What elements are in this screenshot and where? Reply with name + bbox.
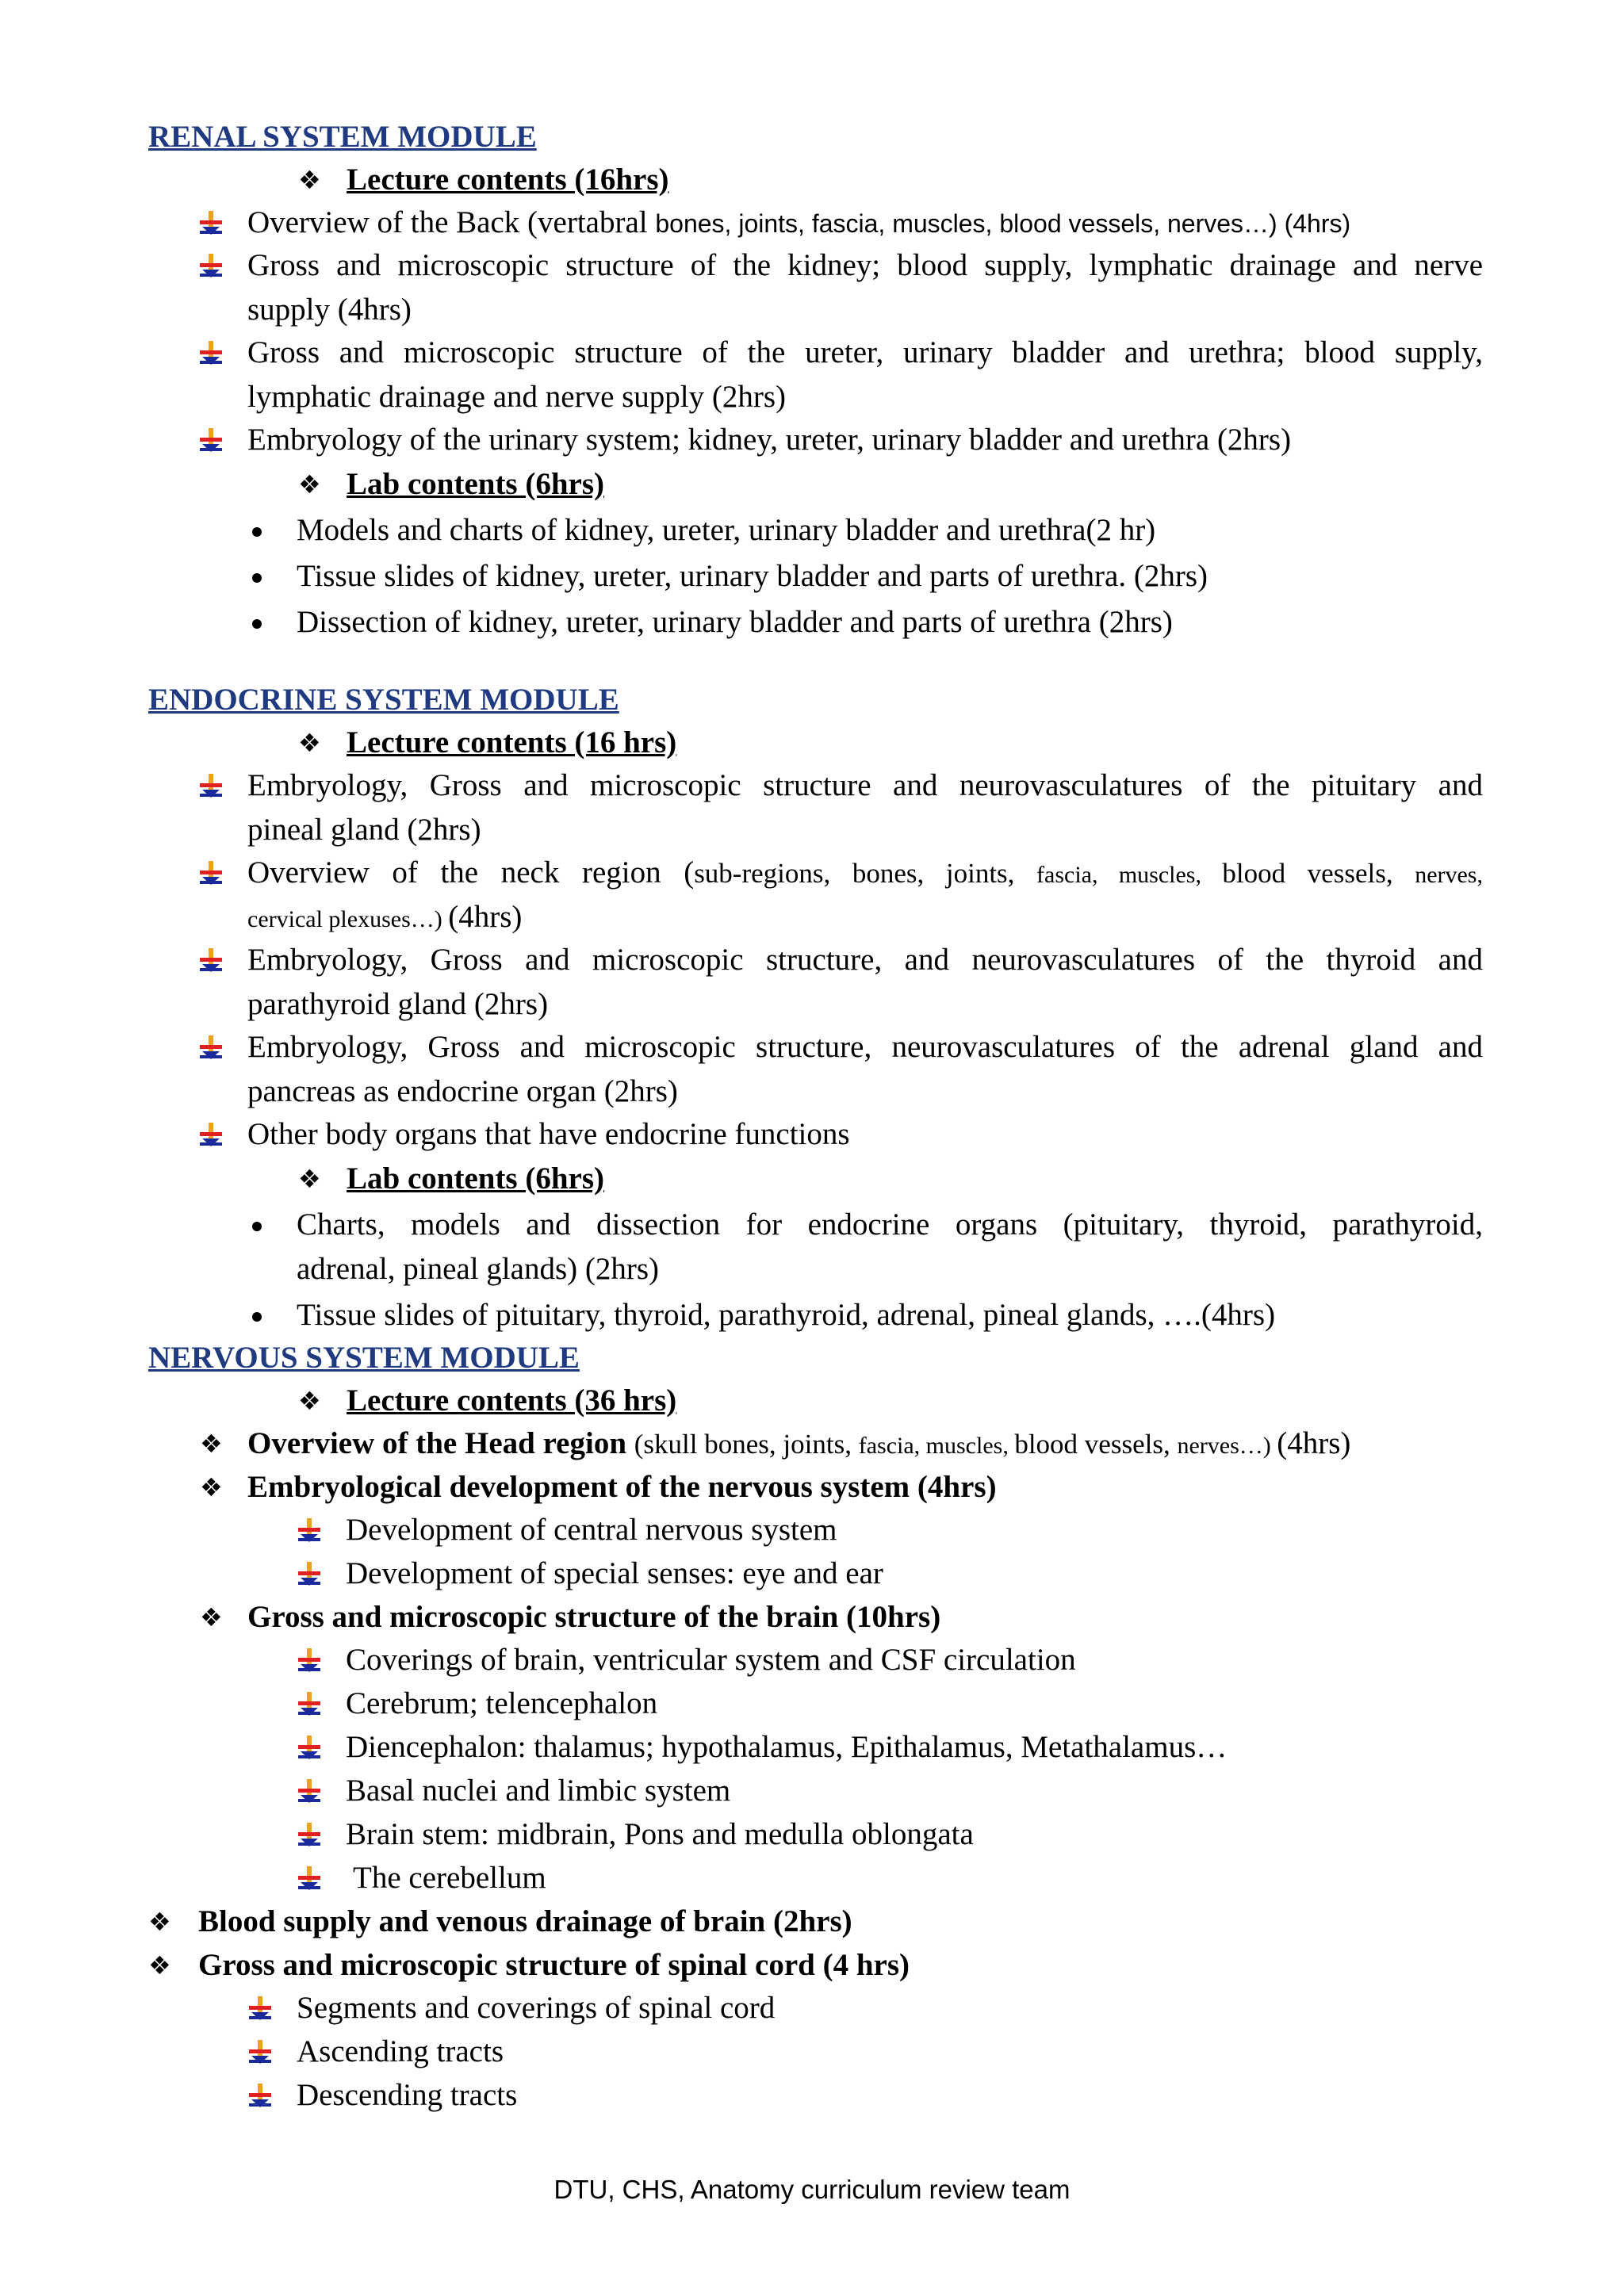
nervous-head-overview: Overview of the Head region (skull bones, joints, fascia, muscles, blood vessels, nerves…) (4hrs): [247, 1426, 1351, 1460]
endocrine-item-3-line2: parathyroid gland (2hrs): [247, 987, 549, 1021]
renal-item-4: Embryology of the urinary system; kidney, ureter, urinary bladder and urethra (2hrs): [247, 423, 1292, 457]
bullet-dot: [252, 1222, 262, 1231]
endocrine-item-5: Other body organs that have endocrine functions: [247, 1117, 850, 1151]
renal-item-2-line1: Gross and microscopic structure of the kidney; blood supply, lymphatic drainage and nerve: [247, 248, 1483, 282]
diamond-icon: ❖: [298, 1386, 321, 1416]
arrow-bullet-icon: [249, 2084, 271, 2107]
endocrine-lecture-heading: Lecture contents (16 hrs): [347, 725, 677, 760]
nervous-embryo-item-2: Development of special senses: eye and ear: [346, 1556, 883, 1590]
diamond-icon: ❖: [200, 1429, 223, 1459]
arrow-bullet-icon: [200, 1035, 222, 1059]
endocrine-lab-item-2: Tissue slides of pituitary, thyroid, parathyroid, adrenal, pineal glands, ….(4hrs): [297, 1298, 1276, 1332]
diamond-icon: ❖: [148, 1907, 171, 1937]
nervous-brain-heading: Gross and microscopic structure of the brain (10hrs): [247, 1600, 941, 1634]
endocrine-item-1-line2: pineal gland (2hrs): [247, 813, 481, 847]
renal-lab-item-1: Models and charts of kidney, ureter, urinary bladder and urethra(2 hr): [297, 513, 1156, 547]
nervous-spinal-item-3: Descending tracts: [297, 2078, 518, 2112]
nervous-lecture-heading: Lecture contents (36 hrs): [347, 1383, 677, 1418]
nervous-spinal-item-1: Segments and coverings of spinal cord: [297, 1991, 776, 2025]
nervous-brain-item-4: Basal nuclei and limbic system: [346, 1774, 731, 1808]
arrow-bullet-icon: [200, 341, 222, 365]
renal-heading: RENAL SYSTEM MODULE: [148, 120, 537, 154]
arrow-bullet-icon: [200, 948, 222, 972]
arrow-bullet-icon: [200, 861, 222, 885]
endocrine-item-2-line2: cervical plexuses…) (4hrs): [247, 900, 523, 934]
endocrine-heading: ENDOCRINE SYSTEM MODULE: [148, 683, 619, 717]
endocrine-lab-heading: Lab contents (6hrs): [347, 1161, 605, 1196]
renal-item-2-line2: supply (4hrs): [247, 293, 412, 327]
nervous-brain-item-2: Cerebrum; telencephalon: [346, 1686, 658, 1720]
renal-lecture-heading: Lecture contents (16hrs): [347, 163, 669, 197]
arrow-bullet-icon: [298, 1692, 320, 1716]
nervous-embryo-heading: Embryological development of the nervous system (4hrs): [247, 1470, 997, 1504]
renal-lab-heading: Lab contents (6hrs): [347, 467, 605, 501]
diamond-icon: ❖: [298, 469, 321, 499]
arrow-bullet-icon: [298, 1735, 320, 1759]
diamond-icon: ❖: [298, 165, 321, 195]
endocrine-lab-item-1-line2: adrenal, pineal glands) (2hrs): [297, 1252, 659, 1286]
nervous-spinal-heading: Gross and microscopic structure of spinal cord (4 hrs): [198, 1948, 910, 1982]
arrow-bullet-icon: [298, 1823, 320, 1846]
nervous-brain-item-5: Brain stem: midbrain, Pons and medulla oblongata: [346, 1817, 974, 1851]
nervous-brain-item-1: Coverings of brain, ventricular system and CSF circulation: [346, 1643, 1076, 1677]
bullet-dot: [252, 573, 262, 583]
arrow-bullet-icon: [298, 1866, 320, 1890]
arrow-bullet-icon: [298, 1648, 320, 1672]
arrow-bullet-icon: [249, 1996, 271, 2020]
renal-item-3-line2: lymphatic drainage and nerve supply (2hrs): [247, 380, 787, 414]
endocrine-item-4-line1: Embryology, Gross and microscopic structure, neurovasculatures of the adrenal gland and: [247, 1030, 1483, 1064]
arrow-bullet-icon: [249, 2040, 271, 2064]
nervous-embryo-item-1: Development of central nervous system: [346, 1513, 837, 1547]
diamond-icon: ❖: [200, 1602, 223, 1632]
arrow-bullet-icon: [200, 428, 222, 452]
bullet-dot: [252, 527, 262, 537]
renal-item-1: Overview of the Back (vertabral bones, joints, fascia, muscles, blood vessels, nerves…) (4hrs): [247, 205, 1351, 239]
renal-lab-item-3: Dissection of kidney, ureter, urinary bladder and parts of urethra (2hrs): [297, 605, 1173, 639]
endocrine-item-2-line1: Overview of the neck region (sub-regions, bones, joints, fascia, muscles, blood vessels, nerves,: [247, 855, 1483, 890]
nervous-spinal-item-2: Ascending tracts: [297, 2034, 504, 2068]
endocrine-item-1-line1: Embryology, Gross and microscopic structure and neurovasculatures of the pituitary and: [247, 768, 1483, 802]
arrow-bullet-icon: [298, 1518, 320, 1542]
arrow-bullet-icon: [298, 1779, 320, 1803]
arrow-bullet-icon: [298, 1562, 320, 1586]
diamond-icon: ❖: [298, 728, 321, 758]
arrow-bullet-icon: [200, 774, 222, 798]
page-footer: DTU, CHS, Anatomy curriculum review team: [553, 2175, 1071, 2204]
renal-lab-item-2: Tissue slides of kidney, ureter, urinary bladder and parts of urethra. (2hrs): [297, 559, 1208, 593]
nervous-blood-heading: Blood supply and venous drainage of brain (2hrs): [198, 1904, 852, 1938]
arrow-bullet-icon: [200, 1123, 222, 1146]
nervous-heading: NERVOUS SYSTEM MODULE: [148, 1341, 580, 1375]
diamond-icon: ❖: [298, 1164, 321, 1194]
bullet-dot: [252, 1312, 262, 1322]
nervous-brain-item-6: The cerebellum: [346, 1861, 546, 1895]
endocrine-item-3-line1: Embryology, Gross and microscopic structure, and neurovasculatures of the thyroid and: [247, 943, 1483, 977]
arrow-bullet-icon: [200, 211, 222, 235]
endocrine-lab-item-1-line1: Charts, models and dissection for endocrine organs (pituitary, thyroid, parathyroid,: [297, 1207, 1483, 1242]
endocrine-item-4-line2: pancreas as endocrine organ (2hrs): [247, 1074, 678, 1108]
bullet-dot: [252, 619, 262, 629]
nervous-brain-item-3: Diencephalon: thalamus; hypothalamus, Epithalamus, Metathalamus…: [346, 1730, 1228, 1764]
diamond-icon: ❖: [200, 1472, 223, 1502]
diamond-icon: ❖: [148, 1950, 171, 1980]
renal-item-3-line1: Gross and microscopic structure of the ureter, urinary bladder and urethra; blood supply,: [247, 335, 1483, 369]
arrow-bullet-icon: [200, 254, 222, 277]
